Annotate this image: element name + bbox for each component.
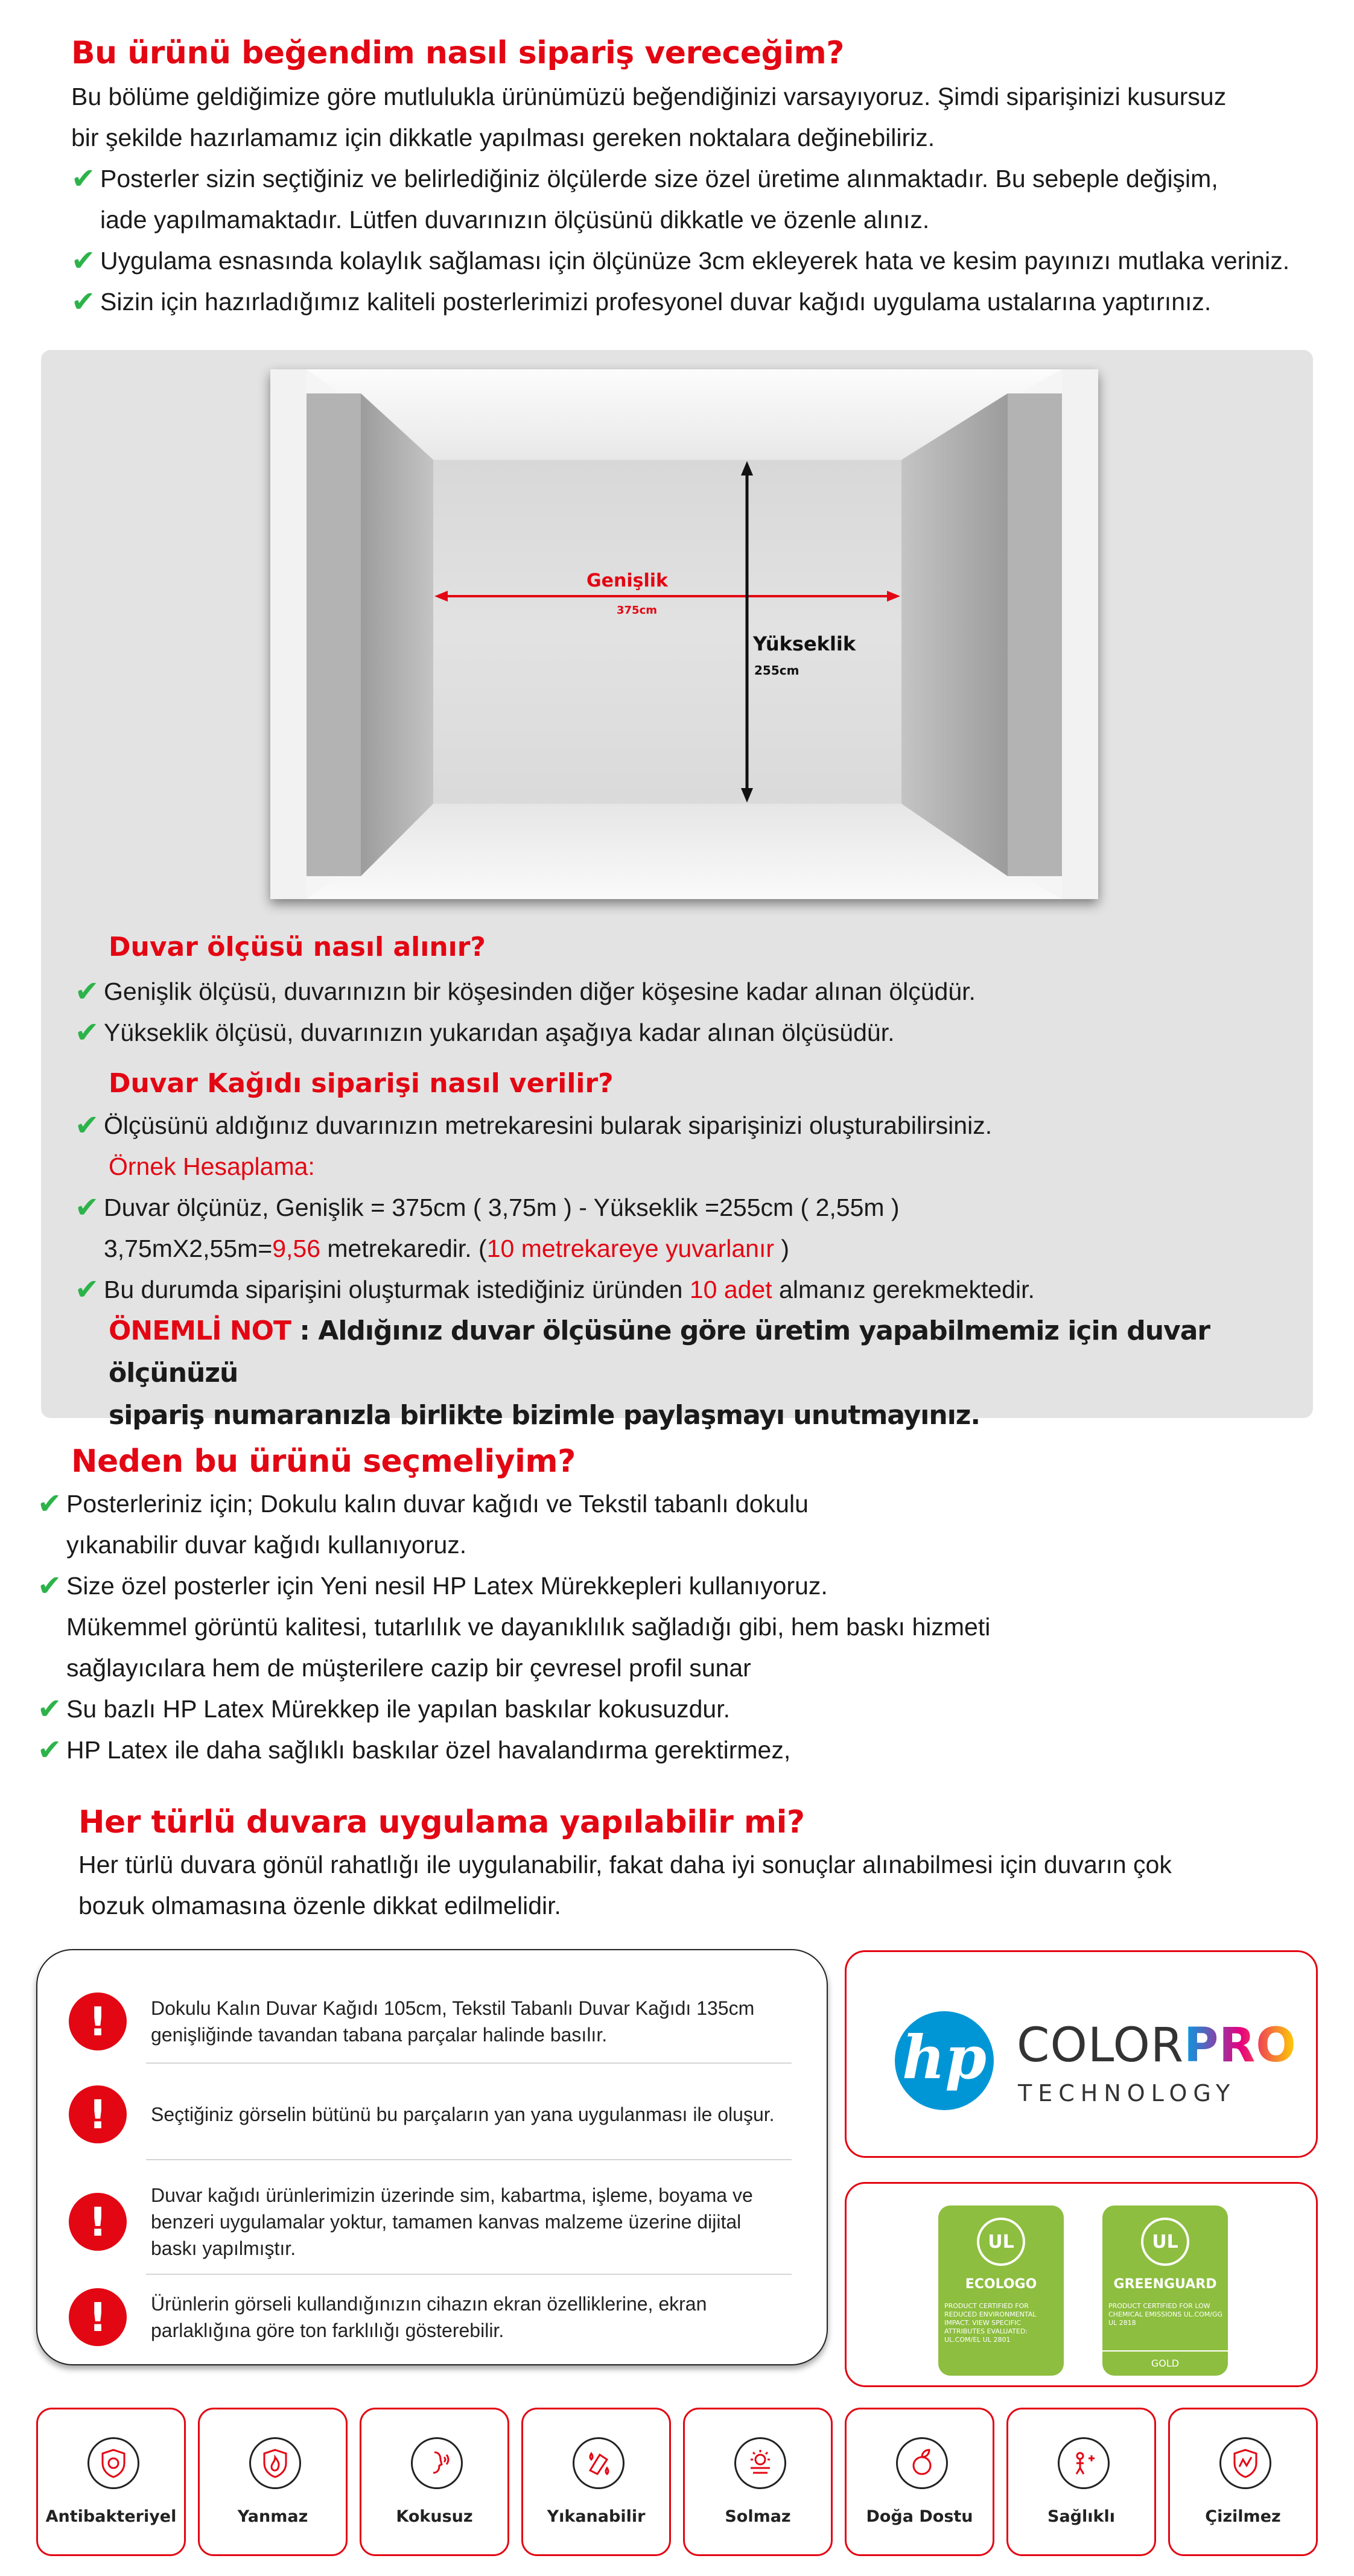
intro-bullet-2 (71, 240, 1314, 281)
antibacterial-icon (87, 2437, 139, 2489)
ecologo-desc: PRODUCT CERTIFIED FOR REDUCED ENVIRONMENTAL IMPACT. VIEW SPECIFIC ATTRIBUTES EVALUATED: UL.COM/EL UL 2801 (944, 2302, 1037, 2344)
measure-bullet-2 (75, 1012, 1282, 1053)
info-divider (146, 2159, 792, 2160)
calc-line-2 (104, 1228, 900, 1269)
order-block (75, 1068, 1282, 1437)
calc-line-1: Duvar ölçünüz, Genişlik = 375cm ( 3,75m ) - Yükseklik =255cm ( 2,55m ) (104, 1194, 900, 1221)
intro-paragraph-line2: bir şekilde hazırlamamız için dikkatle yapılması gereken noktalara değinebiliriz. (71, 124, 935, 151)
feature-label: Solmaz (725, 2507, 791, 2526)
walls-section (78, 1804, 1309, 1926)
width-label: Genişlik (586, 570, 668, 591)
important-note-line2: sipariş numaranızla birlikte bizimle paylaşmayı unutmayınız. (109, 1400, 981, 1431)
left-wall (361, 393, 433, 876)
checkmark-icon: ✔ (71, 162, 96, 196)
fade-resistant-icon (734, 2437, 786, 2489)
info-item-3 (69, 2182, 799, 2262)
ul-logo-icon (1141, 2218, 1189, 2266)
ul-text: UL (988, 2231, 1014, 2253)
hp-logo-text: hp (902, 2023, 987, 2093)
checkmark-icon: ✔ (37, 1487, 62, 1521)
checkmark-icon: ✔ (71, 244, 96, 278)
intro-bullet-2-text: Uygulama esnasında kolaylık sağlaması için ölçünüze 3cm ekleyerek hata ve kesim payınızı mutlaka veriniz. (100, 247, 1290, 275)
walls-line2: bozuk olmamasına özenle dikkat edilmelidir. (78, 1892, 561, 1919)
important-note-label: ÖNEMLİ NOT (109, 1315, 291, 1346)
calc-line-2-e: ) (774, 1235, 790, 1262)
measure-bullet-2-text: Yükseklik ölçüsü, duvarınızın yukarıdan aşağıya kadar alınan ölçüsüdür. (104, 1019, 895, 1046)
feature-washable (521, 2408, 671, 2556)
feature-fireproof (198, 2408, 348, 2556)
intro-bullet-1-line2: iade yapılmamaktadır. Lütfen duvarınızın ölçüsünü dikkatle ve özenle alınız. (100, 206, 930, 234)
info-3-line1: Duvar kağıdı ürünlerimizin üzerinde sim, kabartma, işleme, boyama ve (151, 2184, 753, 2206)
calc-line-2-a: 3,75mX2,55m= (104, 1235, 273, 1262)
checkmark-icon: ✔ (75, 1273, 100, 1306)
greenguard-desc: PRODUCT CERTIFIED FOR LOW CHEMICAL EMISSIONS UL.COM/GG UL 2818 (1108, 2302, 1222, 2327)
info-1-line2: genişliğinde tavandan tabana parçalar halinde basılır. (151, 2024, 608, 2046)
order-bullet-3-text (104, 1269, 1035, 1310)
right-edge (1062, 369, 1098, 899)
exclamation-icon: ! (69, 1992, 127, 2050)
checkmark-icon: ✔ (75, 1191, 100, 1224)
why-bullet-3 (37, 1688, 1305, 1729)
calc-line-2-result: 9,56 (272, 1235, 321, 1262)
why-bullet-1 (37, 1483, 1305, 1565)
why-bullet-1-line2: yıkanabilir duvar kağıdı kullanıyoruz. (66, 1531, 467, 1559)
colorpro-wordmark (1017, 2018, 1297, 2073)
measure-block (75, 932, 1282, 1053)
feature-fade-resistant (683, 2408, 833, 2556)
checkmark-icon: ✔ (75, 1016, 100, 1049)
order-quantity: 10 adet (689, 1276, 772, 1303)
right-pillar (1008, 393, 1062, 876)
colorpro-pro: PRO (1184, 2018, 1297, 2073)
measure-bullet-1-text: Genişlik ölçüsü, duvarınızın bir köşesinden diğer köşesine kadar alınan ölçüdür. (104, 978, 976, 1005)
info-4-line2: parlaklığına göre ton farklılığı gösterebilir. (151, 2320, 504, 2341)
hp-logo (895, 2011, 994, 2110)
info-box (36, 1949, 828, 2365)
left-edge (270, 369, 307, 899)
info-2-line1: Seçtiğiniz görselin bütünü bu parçaların yan yana uygulanması ile oluşur. (151, 2104, 775, 2125)
intro-bullet-3-text: Sizin için hazırladığımız kaliteli posterlerimizi profesyonel duvar kağıdı uygulama ustalarına yaptırınız. (100, 288, 1212, 316)
why-bullet-2 (37, 1565, 1305, 1688)
exclamation-icon: ! (69, 2085, 127, 2143)
ul-logo-icon (977, 2218, 1025, 2266)
info-divider (146, 2274, 792, 2275)
info-4-line1: Ürünlerin görseli kullandığınızın cihazın ekran özelliklerine, ekran (151, 2293, 707, 2315)
greenguard-badge (1102, 2206, 1228, 2376)
eco-friendly-icon (896, 2437, 948, 2489)
technology-wordmark: TECHNOLOGY (1018, 2080, 1236, 2107)
feature-label: Doğa Dostu (866, 2507, 973, 2526)
feature-label: Antibakteriyel (45, 2507, 177, 2526)
certifications-box (845, 2182, 1318, 2387)
ecologo-badge (938, 2206, 1064, 2376)
why-bullet-2-line3: sağlayıcılara hem de müşterilere cazip bir çevresel profil sunar (66, 1654, 751, 1682)
hp-colorpro-box (845, 1950, 1318, 2158)
order-title: Duvar Kağıdı siparişi nasıl verilir? (109, 1068, 614, 1099)
fireproof-icon (249, 2437, 301, 2489)
order-bullet-3-a: Bu durumda siparişini oluşturmak istediğiniz üründen (104, 1276, 690, 1303)
exclamation-icon: ! (69, 2193, 127, 2251)
important-note-text1: : Aldığınız duvar ölçüsüne göre üretim yapabilmemiz için duvar ölçünüzü (109, 1315, 1210, 1388)
why-title: Neden bu ürünü seçmeliyim? (71, 1443, 576, 1480)
walls-title: Her türlü duvara uygulama yapılabilir mi? (78, 1804, 805, 1840)
info-3-line3: baskı yapılmıştır. (151, 2237, 296, 2259)
why-bullet-4-text: HP Latex ile daha sağlıklı baskılar özel havalandırma gerektirmez, (66, 1736, 791, 1764)
info-divider (146, 2062, 792, 2064)
room-diagram (270, 369, 1098, 899)
order-bullet-3 (75, 1269, 1282, 1310)
odorless-icon (411, 2437, 463, 2489)
left-pillar (307, 393, 361, 876)
calc-line-2-rounded: 10 metrekareye yuvarlanır (486, 1235, 774, 1262)
checkmark-icon: ✔ (37, 1733, 62, 1767)
height-value: 255cm (754, 663, 799, 678)
checkmark-icon: ✔ (37, 1692, 62, 1726)
why-bullet-1-line1: Posterleriniz için; Dokulu kalın duvar kağıdı ve Tekstil tabanlı dokulu (66, 1490, 809, 1518)
feature-scratch-resistant (1168, 2408, 1318, 2556)
width-value: 375cm (617, 604, 657, 617)
why-bullet-2-line2: Mükemmel görüntü kalitesi, tutarlılık ve dayanıklılık sağladığı gibi, hem baskı hizmeti (66, 1613, 991, 1641)
ecologo-title: ECOLOGO (965, 2277, 1037, 2292)
measurement-panel (41, 350, 1313, 1431)
healthy-icon (1058, 2437, 1110, 2489)
why-section (37, 1443, 1305, 1770)
back-wall (433, 460, 901, 804)
why-bullet-2-line1: Size özel posterler için Yeni nesil HP Latex Mürekkepleri kullanıyoruz. (66, 1572, 828, 1600)
order-calc (75, 1187, 1282, 1269)
measure-title: Duvar ölçüsü nasıl alınır? (109, 932, 486, 962)
info-3-line2: benzeri uygulamalar yoktur, tamamen kanvas malzeme üzerine dijital (151, 2211, 742, 2233)
feature-eco-friendly (845, 2408, 994, 2556)
checkmark-icon: ✔ (71, 285, 96, 319)
right-wall (901, 393, 1008, 876)
washable-icon (573, 2437, 625, 2489)
feature-label: Çizilmez (1205, 2507, 1281, 2526)
height-label: Yükseklik (753, 632, 856, 655)
checkmark-icon: ✔ (75, 1108, 100, 1142)
scratch-resistant-icon (1219, 2437, 1271, 2489)
exclamation-icon: ! (69, 2288, 127, 2346)
order-bullet-3-c: almanız gerekmektedir. (772, 1276, 1035, 1303)
feature-healthy (1006, 2408, 1156, 2556)
greenguard-gold: GOLD (1102, 2350, 1228, 2376)
intro-bullet-3 (71, 281, 1314, 322)
intro-section (71, 35, 1314, 322)
greenguard-title: GREENGUARD (1113, 2277, 1217, 2292)
feature-antibacterial (36, 2408, 186, 2556)
measure-bullet-1 (75, 971, 1282, 1012)
feature-label: Yıkanabilir (547, 2507, 646, 2526)
intro-bullet-1-line1: Posterler sizin seçtiğiniz ve belirlediğiniz ölçülerde size özel üretime alınmaktadır. Bu sebeple değişim, (100, 165, 1218, 192)
why-bullet-4 (37, 1729, 1305, 1770)
checkmark-icon: ✔ (37, 1569, 62, 1603)
room-diagram-svg (270, 369, 1098, 899)
order-bullet-1 (75, 1105, 1282, 1146)
intro-bullet-1 (71, 158, 1314, 240)
feature-label: Kokusuz (396, 2507, 473, 2526)
checkmark-icon: ✔ (75, 975, 100, 1008)
ul-text: UL (1152, 2231, 1178, 2253)
feature-odorless (360, 2408, 509, 2556)
intro-title: Bu ürünü beğendim nasıl sipariş vereceğim? (71, 35, 844, 71)
why-bullet-3-text: Su bazlı HP Latex Mürekkep ile yapılan baskılar kokusuzdur. (66, 1695, 730, 1723)
important-note-line1 (75, 1310, 1282, 1395)
example-label: Örnek Hesaplama: (109, 1153, 315, 1180)
walls-line1: Her türlü duvara gönül rahatlığı ile uygulanabilir, fakat daha iyi sonuçlar alınabilmesi için duvarın çok (78, 1851, 1172, 1878)
info-1-line1: Dokulu Kalın Duvar Kağıdı 105cm, Tekstil Tabanlı Duvar Kağıdı 135cm (151, 1997, 755, 2019)
calc-line-2-c: metrekaredir. ( (320, 1235, 487, 1262)
order-bullet-1-text: Ölçüsünü aldığınız duvarınızın metrekaresini bularak siparişinizi oluşturabilirsiniz. (104, 1111, 993, 1139)
intro-paragraph-line1: Bu bölüme geldiğimize göre mutlulukla ürünümüzü beğendiğinizi varsayıyoruz. Şimdi siparişinizi kusursuz (71, 83, 1227, 110)
info-item-2 (69, 2085, 799, 2143)
colorpro-color: COLOR (1017, 2018, 1184, 2073)
feature-label: Sağlıklı (1047, 2507, 1115, 2526)
info-item-1 (69, 1992, 799, 2050)
info-item-4 (69, 2288, 799, 2346)
feature-label: Yanmaz (237, 2507, 308, 2526)
